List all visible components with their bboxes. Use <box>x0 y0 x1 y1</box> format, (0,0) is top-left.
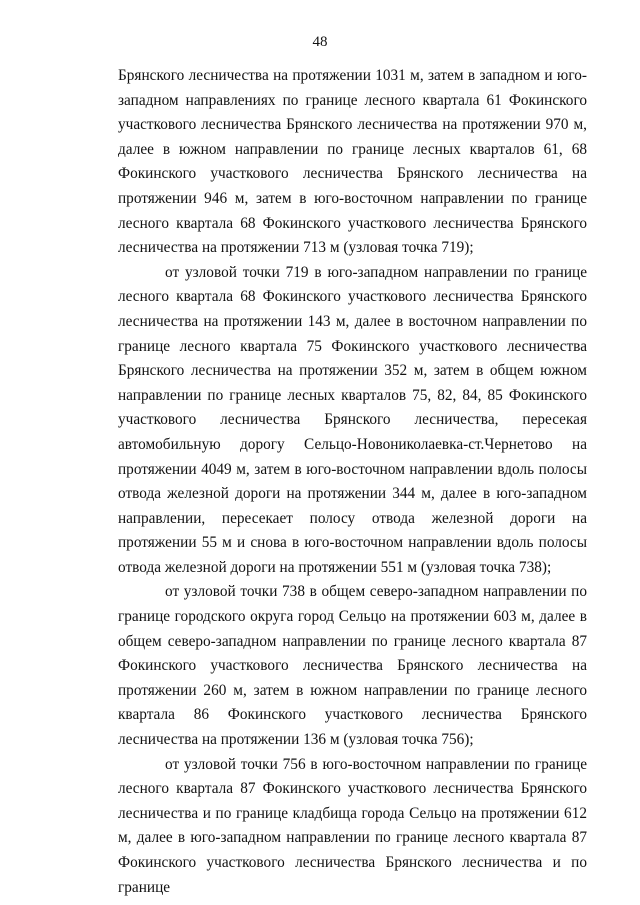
paragraph-node-738: от узловой точки 738 в общем северо-западном направлении по границе городского округа город Сельцо на протяжении 603 м, далее в общем северо-западном направлении по границе лесного квартала 87 Фокинского участкового лесничества Брянского лесничества на протяжении 260 м, затем в южном направлении по границе лесного квартала 86 Фокинского участкового лесничества Брянского лесничества на протяжении 136 м (узловая точка 756); <box>118 583 587 749</box>
document-body <box>118 64 587 900</box>
paragraph-node-719: от узловой точки 719 в юго-западном направлении по границе лесного квартала 68 Фокинского участкового лесничества Брянского лесничества на протяжении 143 м, далее в восточном направлении по границе лесного квартала 75 Фокинского участкового лесничества Брянского лесничества на протяжении 352 м, затем в общем южном направлении по границе лесных кварталов 75, 82, 84, 85 Фокинского участкового лесничества Брянского лесничества, пересекая автомобильную дорогу Сельцо-Новониколаевка-ст.Чернетово на протяжении 4049 м, затем в юго-восточном направлении вдоль полосы отвода железной дороги на протяжении 344 м, далее в юго-западном направлении, пересекает полосу отвода железной дороги на протяжении 55 м и снова в юго-восточном направлении вдоль полосы отвода железной дороги на протяжении 551 м (узловая точка 738); <box>118 263 587 576</box>
paragraph-node-756: от узловой точки 756 в юго-восточном направлении по границе лесного квартала 87 Фокинского участкового лесничества Брянского лесничества и по границе кладбища города Сельцо на протяжении 612 м, далее в юго-западном направлении по границе лесного квартала 87 Фокинского участкового лесничества Брянского лесничества и по границе <box>118 755 587 896</box>
page-number: 48 <box>312 34 328 50</box>
paragraph-continuation: Брянского лесничества на протяжении 1031 м, затем в западном и юго-западном направлениях по границе лесного квартала 61 Фокинского участкового лесничества Брянского лесничества на протяжении 970 м, далее в южном направлении по границе лесных кварталов 61, 68 Фокинского участкового лесничества Брянского лесничества на протяжении 946 м, затем в юго-восточном направлении по границе лесного квартала 68 Фокинского участкового лесничества Брянского лесничества на протяжении 713 м (узловая точка 719); <box>118 67 587 257</box>
